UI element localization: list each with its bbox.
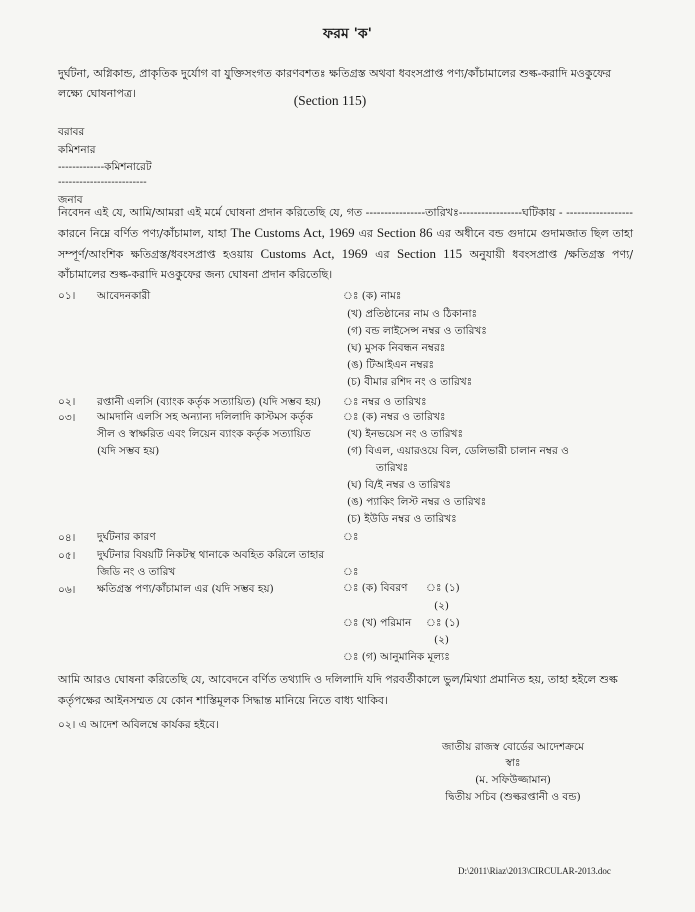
item-label-applicant: আবেদনকারী xyxy=(97,290,151,302)
intro-heading: দুর্ঘটনা, অগ্নিকান্ড, প্রাকৃতিক দুর্যোগ বা যুক্তিসংগত কারণবশতঃ ক্ষতিগ্রস্ত অথবা ধবংসপ্রাপ্ত পণ্য/কাঁচামালের শুল্ক-করাদি মওকুফের লক্ষ্যে ঘোষনাপত্র। xyxy=(58,67,612,100)
item-sub-field: ঃ নম্বর ও তারিখঃ xyxy=(343,396,427,408)
item-label-gd: দুর্ঘটনার বিষয়টি নিকটস্থ থানাকে অবহিত করিলে তাহার xyxy=(97,549,325,561)
form-title: ফরম 'ক' xyxy=(323,26,372,42)
item-sub-field: (গ) বন্ড লাইসেন্স নম্বর ও তারিখঃ xyxy=(347,325,487,337)
item-sub-field: ঃ (খ) পরিমান xyxy=(343,617,412,629)
file-path: D:\2011\Riaz\2013\CIRCULAR-2013.doc xyxy=(458,866,611,876)
item-sub-field: (চ) ইউডি নম্বর ও তারিখঃ xyxy=(347,513,457,525)
item-sub-field: (গ) বিএল, এয়ারওয়ে বিল, ডেলিভারী চালান নম্বর ও xyxy=(347,445,569,457)
section-86-reference: Section 86 xyxy=(376,225,433,240)
body-text-1: নিবেদন এই যে, আমি/আমরা এই মর্মে ঘোষনা প্রদান করিতেছি যে, গত ----------------তারিখঃ-----------------ঘটিকায় - ------------------ কারনে নিম্নে বর্ণিত পণ্য/কাঁচামাল, যাহা xyxy=(58,206,633,240)
signatory-name: (ম. সফিউজ্জামান) xyxy=(475,774,551,786)
item-sub-field: (খ) প্রতিষ্ঠানের নাম ও ঠিকানাঃ xyxy=(347,308,478,320)
signatory-designation: দ্বিতীয় সচিব (শুল্করপ্তানী ও বন্ড) xyxy=(445,791,581,803)
address-blank-line: ------------------------- xyxy=(58,176,147,188)
act-reference-2: Customs Act, 1969 xyxy=(260,246,368,261)
item-sub-field: (ঘ) মুসক নিবন্ধন নম্বরঃ xyxy=(347,342,446,354)
address-to: বরাবর xyxy=(58,126,85,138)
item-number: ০৩। xyxy=(58,412,76,424)
item-sub-field: ঃ (১) xyxy=(426,617,460,629)
item-sub-field: (খ) ইনভয়েস নং ও তারিখঃ xyxy=(347,428,464,440)
item-label-import-lc: (যদি সম্ভব হয়) xyxy=(97,445,160,457)
signature-mark: স্বাঃ xyxy=(505,757,521,769)
item-sub-field: (চ) বীমার রশিদ নং ও তারিখঃ xyxy=(347,376,473,388)
address-commissionerate: -------------কমিশনারেট xyxy=(58,161,152,173)
item-sub-field: (২) xyxy=(434,634,450,646)
item-label-gd: জিডি নং ও তারিখ xyxy=(97,566,176,578)
address-commissioner: কমিশনার xyxy=(58,144,96,156)
item-sub-field: ঃ (গ) আনুমানিক মূল্যঃ xyxy=(343,651,450,663)
item-sub-field: (২) xyxy=(434,600,450,612)
body-text-2: এর xyxy=(358,227,373,240)
item-sub-field: তারিখঃ xyxy=(376,462,409,474)
item-sub-field: (ঙ) টিআইএন নম্বরঃ xyxy=(347,359,435,371)
item-sub-field: ঃ xyxy=(343,531,359,543)
closing-declaration: আমি আরও ঘোষনা করিতেছি যে, আবেদনে বর্ণিত তথ্যাদি ও দলিলাদি যদি পরবর্তীকালে ভুল/মিথ্যা প্রমানিত হয়, তাহা হইলে শুল্ক কর্তৃপক্ষের আইনসম্মত যে কোন শাস্তিমূলক সিদ্ধান্ত মানিয়ে নিতে বাধ্য থাকিব। xyxy=(58,673,618,707)
declaration-paragraph xyxy=(58,203,633,285)
item-number: ০৪। xyxy=(58,532,76,544)
item-label-import-lc: সীল ও স্বাক্ষরিত এবং লিয়েন ব্যাংক কর্তৃক সত্যায়িত xyxy=(97,428,311,440)
body-text-5: অনুযায়ী ধবংসপ্রাপ্ত /ক্ষতিগ্রস্ত পণ্য/কাঁচামালের শুল্ক-করাদি মওকুফের জন্য ঘোষনা প্রদান করিতেছি। xyxy=(58,248,634,281)
item-sub-field: (ঘ) বি/ই নম্বর ও তারিখঃ xyxy=(347,479,452,491)
body-text-4: এর xyxy=(375,248,390,261)
item-sub-field: ঃ (১) xyxy=(426,582,460,594)
item-label-export-lc: রপ্তানী এলসি (ব্যাংক কর্তৃক সত্যায়িত) (যদি সম্ভব হয়) xyxy=(97,396,321,408)
signature-order: জাতীয় রাজস্ব বোর্ডের আদেশক্রমে xyxy=(441,741,585,753)
item-number: ০২। xyxy=(58,396,76,408)
section-reference: (Section 115) xyxy=(293,93,367,108)
item-sub-field: ঃ xyxy=(343,566,359,578)
item-sub-field: (ঙ) প্যাকিং লিস্ট নম্বর ও তারিখঃ xyxy=(347,496,487,508)
body-text-3: এর অধীনে বন্ড গুদামে গুদামজাত ছিল তাহা সম্পূর্ণ/আংশিক ক্ষতিগ্রস্ত/ধবংসপ্রাপ্ত হওয়ায় xyxy=(58,227,634,261)
item-sub-field: ঃ (ক) বিবরণ xyxy=(343,582,408,594)
effective-notice: ০২। এ আদেশ অবিলম্বে কার্যকর হইবে। xyxy=(58,719,219,731)
item-number: ০১। xyxy=(58,290,76,302)
section-115-reference: Section 115 xyxy=(396,246,463,261)
item-sub-field: ঃ (ক) নামঃ xyxy=(343,290,402,302)
item-label-damaged-goods: ক্ষতিগ্রস্ত পণ্য/কাঁচামাল এর (যদি সম্ভব হয়) xyxy=(97,583,274,595)
item-number: ০৬। xyxy=(58,584,76,596)
item-label-import-lc: আমদানি এলসি সহ অন্যান্য দলিলাদি কাস্টমস কর্তৃক xyxy=(97,411,313,423)
item-label-accident-cause: দুর্ঘটনার কারণ xyxy=(97,531,156,543)
item-number: ০৫। xyxy=(58,550,76,562)
salutation: জনাব xyxy=(58,194,83,206)
item-sub-field: ঃ (ক) নম্বর ও তারিখঃ xyxy=(343,411,446,423)
act-reference-1: The Customs Act, 1969 xyxy=(230,225,355,240)
